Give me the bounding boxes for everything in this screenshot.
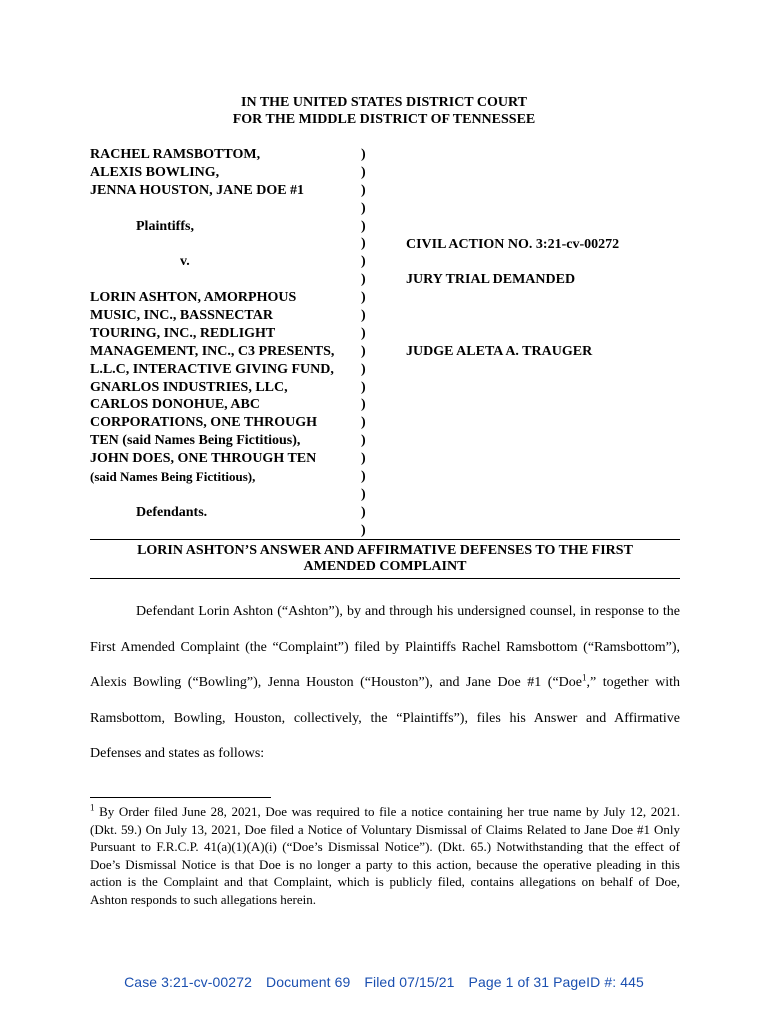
court-heading (0, 94, 768, 128)
caption-line: L.L.C, INTERACTIVE GIVING FUND, (90, 361, 334, 377)
footnote-reference[interactable]: 1 (582, 672, 587, 683)
document-title-line2: AMENDED COMPLAINT (303, 559, 467, 574)
caption-defendants-label: Defendants. (136, 504, 208, 520)
body-text (90, 594, 680, 772)
document-title (90, 543, 680, 575)
title-rule-top (90, 539, 680, 540)
court-heading-line2: FOR THE MIDDLE DISTRICT OF TENNESSEE (232, 112, 536, 127)
caption-line: MUSIC, INC., BASSNECTAR (90, 308, 273, 324)
caption-line: CARLOS DONOHUE, ABC (90, 397, 260, 413)
caption-paren: ) (361, 325, 366, 341)
caption-paren: ) (361, 200, 366, 216)
caption-paren: ) (361, 343, 366, 359)
caption-line: ALEXIS BOWLING, (90, 164, 220, 180)
body-paragraph (90, 594, 680, 772)
caption-paren: ) (361, 236, 366, 252)
caption-line (90, 200, 362, 218)
page-footer (0, 974, 768, 990)
caption-line: RACHEL RAMSBOTTOM, (90, 147, 261, 162)
judge-name: JUDGE ALETA A. TRAUGER (406, 343, 593, 359)
title-rule-bottom (90, 578, 680, 579)
caption-line: GNARLOS INDUSTRIES, LLC, (90, 379, 288, 395)
caption-plaintiffs-label: Plaintiffs, (136, 218, 194, 234)
caption-paren: ) (361, 469, 366, 485)
caption-paren: ) (361, 486, 366, 502)
caption-paren-column (361, 146, 373, 540)
footer-page-info: Page 1 of 31 PageID #: 445 (468, 974, 644, 990)
caption-line: TOURING, INC., REDLIGHT (90, 325, 276, 341)
caption-line (90, 522, 362, 540)
caption-paren: ) (361, 308, 366, 324)
caption-paren: ) (361, 433, 366, 449)
caption-paren: ) (361, 361, 366, 377)
caption-paren: ) (361, 504, 366, 520)
caption-line: JOHN DOES, ONE THROUGH TEN (90, 451, 317, 467)
jury-trial-demanded: JURY TRIAL DEMANDED (406, 272, 576, 288)
caption-line: MANAGEMENT, INC., C3 PRESENTS, (90, 343, 335, 359)
caption-paren: ) (361, 397, 366, 413)
footnote (90, 803, 680, 909)
caption-paren: ) (361, 218, 366, 234)
caption-parties (90, 146, 362, 540)
caption-paren: ) (361, 379, 366, 395)
caption-line: JENNA HOUSTON, JANE DOE #1 (90, 182, 305, 198)
document-title-line1: LORIN ASHTON’S ANSWER AND AFFIRMATIVE DEFENSES TO THE FIRST (137, 543, 633, 558)
footer-document-number: Document 69 (265, 974, 351, 990)
caption-line (90, 486, 362, 504)
caption-paren: ) (361, 290, 366, 306)
caption-line: CORPORATIONS, ONE THROUGH (90, 415, 318, 431)
caption-paren: ) (361, 182, 366, 198)
caption-paren: ) (361, 254, 366, 270)
caption-versus: v. (180, 254, 190, 270)
footnote-marker: 1 (90, 802, 95, 813)
footnote-text: By Order filed June 28, 2021, Doe was required to file a notice containing her true name by July 12, 2021. (Dkt. 59.) On July 13, 2021, Doe filed a Notice of Voluntary Dismissal of Claims Related to Jane Doe #1 Only Pursuant to F.R.C.P. 41(a)(1)(A)(i) (“Doe’s Dismissal Notice”). (Dkt. 65.) Notwithstanding that the effect of Doe’s Dismissal Notice is that Doe is no longer a party to this action, because the operative pleading in this action is the Complaint and that Complaint, which is publicly filed, contains allegations on behalf of Doe, Ashton responds to such allegations herein. (90, 804, 680, 907)
caption-paren: ) (361, 451, 366, 467)
caption-line: (said Names Being Fictitious), (90, 469, 256, 485)
footer-filed-date: Filed 07/15/21 (364, 974, 455, 990)
civil-action-number: CIVIL ACTION NO. 3:21-cv-00272 (406, 236, 620, 252)
caption-paren: ) (361, 415, 366, 431)
court-heading-line1: IN THE UNITED STATES DISTRICT COURT (241, 95, 527, 110)
footnote-separator (90, 797, 271, 798)
caption-line (90, 235, 362, 253)
caption-line: LORIN ASHTON, AMORPHOUS (90, 290, 297, 306)
body-paragraph-text: ,” together with Ramsbottom, Bowling, Houston, collectively, the “Plaintiffs”), files his Answer and Affirmative Defenses and states as follows: (90, 675, 680, 761)
caption-paren: ) (361, 522, 366, 538)
caption-paren: ) (361, 272, 366, 288)
caption-paren: ) (361, 147, 366, 162)
caption-line (90, 271, 362, 289)
body-paragraph-text: Defendant Lorin Ashton (“Ashton”), by and through his undersigned counsel, in response to the First Amended Complaint (the “Complaint”) filed by Plaintiffs Rachel Ramsbottom (“Ramsbottom”), Alexis Bowling (“Bowling”), Jenna Houston (“Houston”), and Jane Doe #1 (“Doe (90, 604, 680, 690)
caption-paren: ) (361, 164, 366, 180)
footer-case-number: Case 3:21-cv-00272 (124, 974, 252, 990)
caption-line: TEN (said Names Being Fictitious), (90, 433, 301, 449)
